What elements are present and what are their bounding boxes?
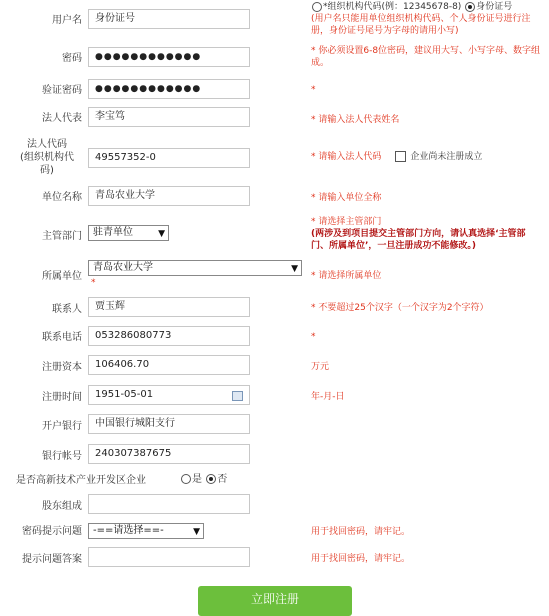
affiliation-required-star: * <box>91 278 96 288</box>
pwd-answer-label: 提示问题答案 <box>22 554 82 565</box>
pwd-question-hint: 用于找回密码，请牢记。 <box>311 527 411 537</box>
pwd-question-label: 密码提示问题 <box>22 526 82 537</box>
unit-name-input[interactable]: 青岛农业大学 <box>88 186 250 206</box>
contact-label: 联系人 <box>52 304 82 315</box>
capital-unit: 万元 <box>311 362 330 372</box>
id-card-radio[interactable] <box>465 2 475 12</box>
reg-date-input[interactable] <box>88 385 250 405</box>
phone-label: 联系电话 <box>42 332 82 343</box>
calendar-icon[interactable] <box>232 391 243 401</box>
phone-hint: * <box>311 332 316 342</box>
not-registered-checkbox[interactable] <box>395 151 406 162</box>
shareholders-label: 股东组成 <box>42 501 82 512</box>
unit-name-hint: * 请输入单位全称 <box>311 193 382 203</box>
hitech-no-label: 否 <box>217 474 228 485</box>
org-code-radio[interactable] <box>312 2 322 12</box>
department-select[interactable] <box>88 225 169 241</box>
pwd-question-select[interactable] <box>88 523 204 539</box>
legal-code-label-line3: 码) <box>40 165 54 176</box>
affiliation-select-value: 青岛农业大学 <box>93 262 153 273</box>
hitech-label: 是否高新技术产业开发区企业 <box>16 475 146 486</box>
pwd-question-select-value: -==请选择==- <box>93 525 164 536</box>
pwd-answer-input[interactable] <box>88 547 250 567</box>
department-hint-2: (两涉及到项目提交主管部门方向，请认真选择‘主管部门、所属单位’，一旦注册成功不能修改。) <box>311 229 526 251</box>
reg-date-format: 年-月-日 <box>311 392 345 402</box>
legal-code-label <box>0 138 94 177</box>
reg-date-label: 注册时间 <box>42 392 82 403</box>
reg-date-value: 1951-05-01 <box>95 389 154 400</box>
legal-code-hint <box>311 151 543 163</box>
hitech-yes-label: 是 <box>192 474 202 485</box>
password-label: 密码 <box>62 53 82 64</box>
legal-code-input[interactable]: 49557352-0 <box>88 148 250 168</box>
username-hint: (用户名只能用单位组织机构代码、个人身份证号进行注册，身份证号尾号为字母的请用小写) <box>311 14 531 36</box>
pwd-answer-hint: 用于找回密码，请牢记。 <box>311 554 411 564</box>
department-label: 主管部门 <box>42 231 82 242</box>
legal-code-label-line2: (组织机构代 <box>20 152 74 163</box>
affiliation-label: 所属单位 <box>42 271 82 282</box>
chevron-down-icon: ▼ <box>158 229 165 239</box>
department-select-value: 驻青单位 <box>93 227 133 238</box>
affiliation-hint: * 请选择所属单位 <box>311 271 382 281</box>
account-label: 银行帐号 <box>42 451 82 462</box>
register-button[interactable]: 立即注册 <box>198 586 352 616</box>
capital-input[interactable]: 106406.70 <box>88 355 250 375</box>
password-hint: * 你必须设置6-8位密码，建议用大写、小写字母、数字组成。 <box>311 46 541 68</box>
legal-rep-hint: * 请输入法人代表姓名 <box>311 115 400 125</box>
username-input[interactable]: 身份证号 <box>88 9 250 29</box>
confirm-password-hint: * <box>311 85 316 95</box>
department-hint-1: * 请选择主管部门 <box>311 217 382 227</box>
contact-input[interactable]: 贾玉辉 <box>88 297 250 317</box>
chevron-down-icon: ▼ <box>193 527 200 537</box>
capital-label: 注册资本 <box>42 362 82 373</box>
bank-label: 开户银行 <box>42 421 82 432</box>
confirm-password-label: 验证密码 <box>42 85 82 96</box>
username-type-options <box>311 1 512 13</box>
not-registered-label: 企业尚未注册成立 <box>410 152 483 162</box>
id-card-option-label: 身份证号 <box>476 2 513 12</box>
bank-input[interactable]: 中国银行城阳支行 <box>88 414 250 434</box>
org-code-option-label: *组织机构代码(例：12345678-8) <box>323 2 462 12</box>
confirm-password-input[interactable]: ●●●●●●●●●●●● <box>88 79 250 99</box>
password-input[interactable]: ●●●●●●●●●●●● <box>88 47 250 67</box>
hitech-options <box>180 473 227 486</box>
phone-input[interactable]: 053286080773 <box>88 326 250 346</box>
legal-code-label-line1: 法人代码 <box>27 139 67 150</box>
username-label: 用户名 <box>52 15 82 26</box>
hitech-yes-radio[interactable] <box>181 474 191 484</box>
legal-rep-input[interactable]: 李宝笃 <box>88 107 250 127</box>
legal-rep-label: 法人代表 <box>42 113 82 124</box>
unit-name-label: 单位名称 <box>42 192 82 203</box>
contact-hint: * 不要超过25个汉字（一个汉字为2个字符） <box>311 303 489 313</box>
shareholders-input[interactable] <box>88 494 250 514</box>
account-input[interactable]: 240307387675 <box>88 444 250 464</box>
hitech-no-radio[interactable] <box>206 474 216 484</box>
affiliation-select[interactable] <box>88 260 302 276</box>
legal-code-hint-text: * 请输入法人代码 <box>311 152 382 162</box>
chevron-down-icon: ▼ <box>291 264 298 274</box>
